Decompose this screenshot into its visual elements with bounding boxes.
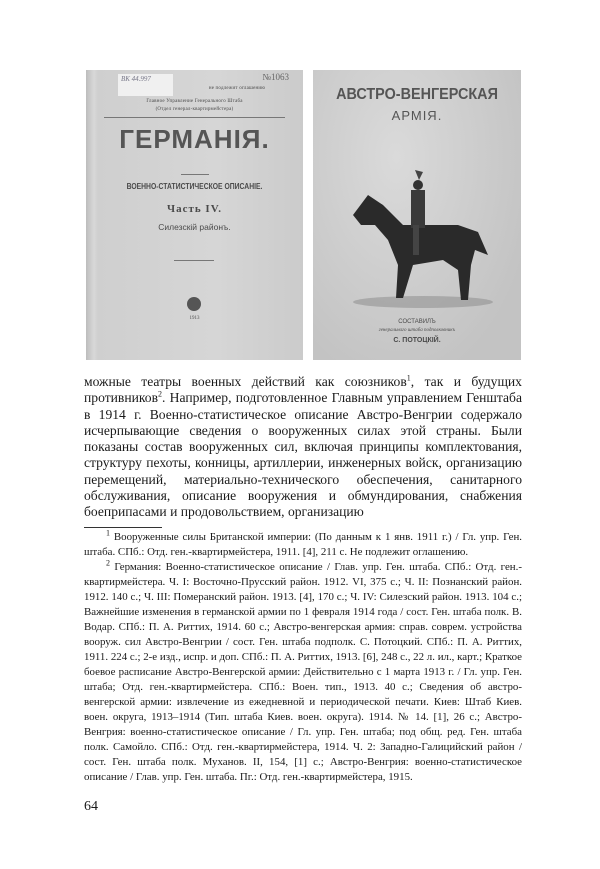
cover-title: ГЕРМАНІЯ.	[119, 124, 270, 154]
text-column	[84, 374, 522, 815]
footnote-divider	[84, 527, 162, 528]
body-paragraph	[84, 374, 522, 521]
classification-label: не подлежит оглашению	[208, 86, 266, 91]
cover-title: АВСТРО-ВЕНГЕРСКАЯ	[336, 86, 498, 103]
compiler-label: СОСТАВИЛЪ	[398, 319, 436, 325]
page-number: 64	[84, 798, 98, 814]
cover-year: 1913	[189, 316, 200, 321]
footnotes	[84, 530, 522, 785]
footnote-number: 1	[106, 528, 110, 538]
footnote-text: Вооруженные силы Британской империи: (По данным к 1 янв. 1911 г.) / Гл. упр. Ген. штаба. СПб.: Отд. ген.-квартирмейстера, 1911. [4], 211 с. Не подлежит оглашению.	[84, 530, 522, 558]
footnote-ref[interactable]: 1	[406, 373, 411, 383]
compiler-name: С. ПОТОЦКІЙ.	[393, 337, 441, 344]
publisher-line: Главное Управление Генерального Штаба	[146, 99, 243, 104]
copy-number: №1063	[262, 72, 289, 82]
body-text: можные театры военных действий как союзников	[84, 374, 407, 389]
body-text: . Например, подготовленное Главным управлением Генштаба в 1914 г. Военно-статистическое описание Австро-Венгрии содержало исчерпывающие сведения о вооруженных силах этой страны. Были показаны состав вооруженных сил, включая принципы комплектования, структуру пехоты, конницы, артиллерии, инженерных войск, организацию перемещений, материально-технического обеспечения, санитарного обслуживания, описание вооружения и обмундирования, снабжения боеприпасами и продовольствием, организацию	[84, 390, 522, 520]
footnote-text: Германия: Военно-статистическое описание / Глав. упр. Ген. штаба. СПб.: Отд. ген.-квартирмейстера. Ч. I: Восточно-Прусский район. 1912. VI, 375 с.; Ч. II: Познанский район. 1912. 140 с.; Ч. III: Померанский район. 1913. [4], 170 с.; Ч. IV: Силезский район. 1913. 104 с.; Важнейшие изменения в германской армии по 1 февраля 1914 года / сост. Ген. штаба полк. В. Водар. СПб.: П. А. Риттих, 1914. 60 с.; Австро-венгерская армия: справ. соврем. устройства вооруж. сил Австро-Венгрии / сост. Ген. штаба подполк. С. Потоцкий. СПб.: П. А. Риттих, 1911. 224 с.; 2-е изд., испр. и доп. СПб.: П. А. Риттих, 1913. [6], 248 с., 22 л. ил., карт.; Краткое боевое расписание Австро-Венгерской армии: Действительно с 1 марта 1913 г. / Гл. упр. Ген. штаба; Отд. ген.-квартирмейстера. СПб.: Воен. тип., 1913. 40 с.; Сведения об австро-венгерской армии: извлечение из ежедневной и периодической печати. Киев: Штаб Киев. воен. округа, 1913–1914 (Тип. штаба Киев. воен. округа). 1914. № 14. [1], 26 с.; Австро-Венгрия: военно-статистическое описание / Гл. упр. Ген. штаба; под общ. ред. Ген. штаба полк. Самойло. СПб.: Отд. ген.-квартирмейстера, 1914. Ч. 2: Западно-Галицийский район / сост. Ген. штаба полк. Муханов. II, 154, [1] с.; Австро-Венгрия: военно-статистическое описание / Глав. упр. Ген. штаба. Пг.: Отд. ген.-квартирмейстера, 1915.	[84, 560, 522, 783]
cover-image-germany	[86, 70, 303, 360]
cover-title-line2: АРМІЯ.	[391, 108, 443, 123]
cover-image-austro-hungarian-army	[313, 70, 521, 360]
library-stamp: ВК 44.997	[118, 74, 173, 96]
compiler-rank: генеральнаго штаба подполковникъ	[378, 328, 456, 333]
footnote-ref[interactable]: 2	[158, 389, 163, 399]
cover-region: Силезскій районъ.	[158, 222, 231, 232]
footnote	[84, 560, 522, 785]
cover-subtitle: ВОЕННО-СТАТИСТИЧЕСКОЕ ОПИСАНІЕ.	[126, 182, 263, 191]
publisher-line: (Отдел генерал-квартирмейстера)	[155, 107, 234, 112]
cover-part: Часть IV.	[167, 203, 222, 215]
emblem-icon	[187, 297, 201, 311]
footnote	[84, 530, 522, 560]
body-text: , так и будущих противников	[84, 374, 522, 406]
footnote-number: 2	[106, 558, 110, 568]
horseman-illustration	[343, 170, 493, 310]
